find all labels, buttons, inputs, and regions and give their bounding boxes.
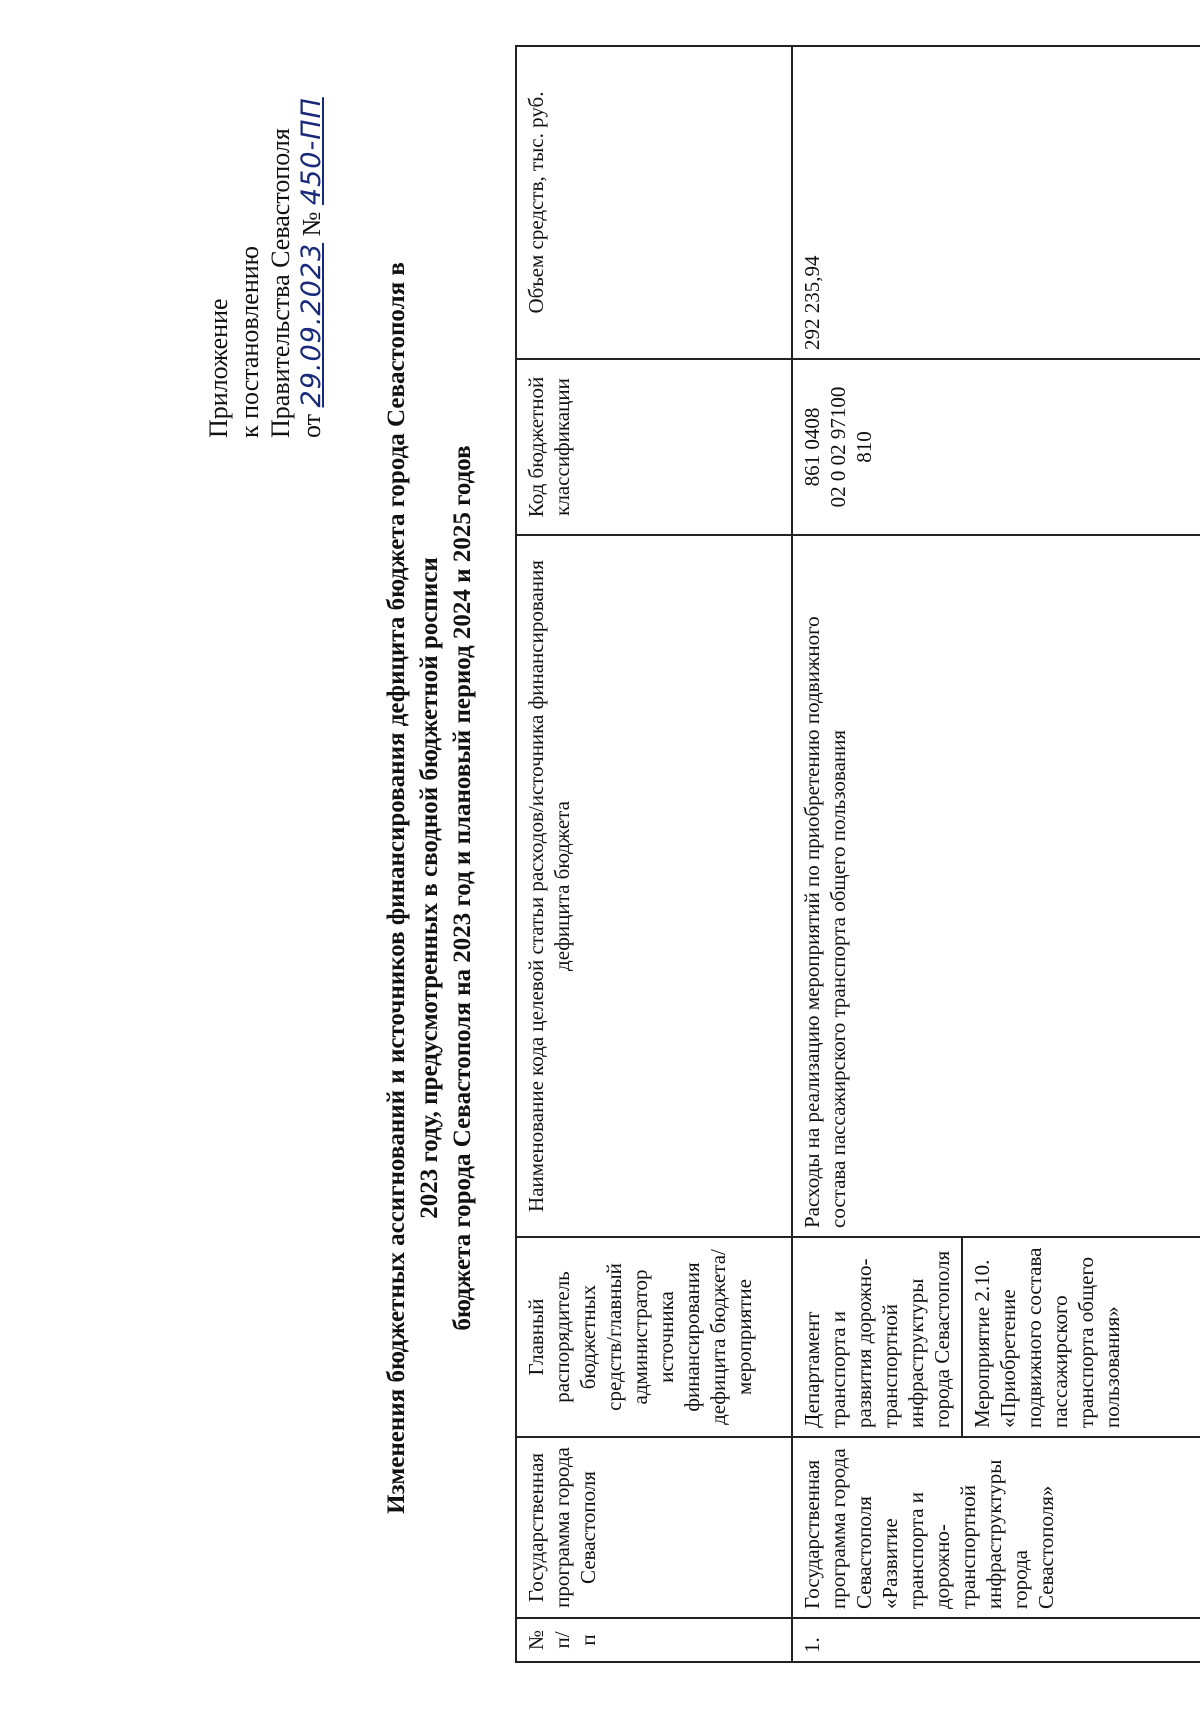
table-header-row [516, 46, 792, 1662]
cell-name: Расходы на реализацию мероприятий по приобретению подвижного состава пассажирского транспорта общего пользования [792, 535, 1200, 1237]
header-name: Наименование кода целевой статьи расходов/источника финансирования дефицита бюджета [516, 535, 792, 1237]
document-title [380, 208, 479, 1568]
title-line: бюджета города Севастополя на 2023 год и плановый период 2024 и 2025 годов [449, 445, 476, 1331]
cell-num: 1. [792, 1618, 1200, 1662]
cell-code [792, 359, 1200, 535]
handwritten-number: 450-ПП [296, 97, 327, 206]
table-row [792, 46, 962, 1662]
code-line: 861 0408 [800, 407, 824, 487]
header-volume: Объем средств, тыс. руб. [516, 46, 792, 359]
cell-program: Государственная программа города Севастополя «Развитие транспорта и дорожно-транспортной инфраструктуры города Севастополя» [792, 1437, 1200, 1618]
title-line: Изменения бюджетных ассигнований и источников финансирования дефицита бюджета города Севастополя в [383, 262, 410, 1514]
header-code: Код бюджетной классификации [516, 359, 792, 535]
appendix-block [203, 58, 327, 438]
code-line: 02 0 02 97100 [826, 386, 850, 508]
header-num: № п/п [516, 1618, 792, 1662]
budget-table [515, 45, 1200, 1663]
cell-event: Мероприятие 2.10. «Приобретение подвижного состава пассажирского транспорта общего пользования» [962, 1237, 1200, 1437]
code-line: 810 [852, 431, 876, 463]
number-sign: № [297, 211, 326, 237]
cell-volume: 292 235,94 [792, 46, 1200, 359]
appendix-line: Приложение [204, 298, 233, 438]
title-line: 2023 году, предусмотренных в сводной бюджетной росписи [416, 557, 443, 1219]
cell-admin: Департамент транспорта и развития дорожно-транспортной инфраструктуры города Севастополя [792, 1237, 962, 1437]
handwritten-date: 29.09.2023 [296, 242, 327, 408]
appendix-date-line [296, 58, 327, 438]
header-program: Государственная программа города Севастополя [516, 1437, 792, 1618]
date-prefix: от [297, 413, 326, 438]
header-admin: Главный распорядитель бюджетных средств/главный администратор источника финансирования дефицита бюджета/ мероприятие [516, 1237, 792, 1437]
appendix-line: к постановлению [235, 245, 264, 438]
appendix-line: Правительства Севастополя [266, 128, 295, 438]
